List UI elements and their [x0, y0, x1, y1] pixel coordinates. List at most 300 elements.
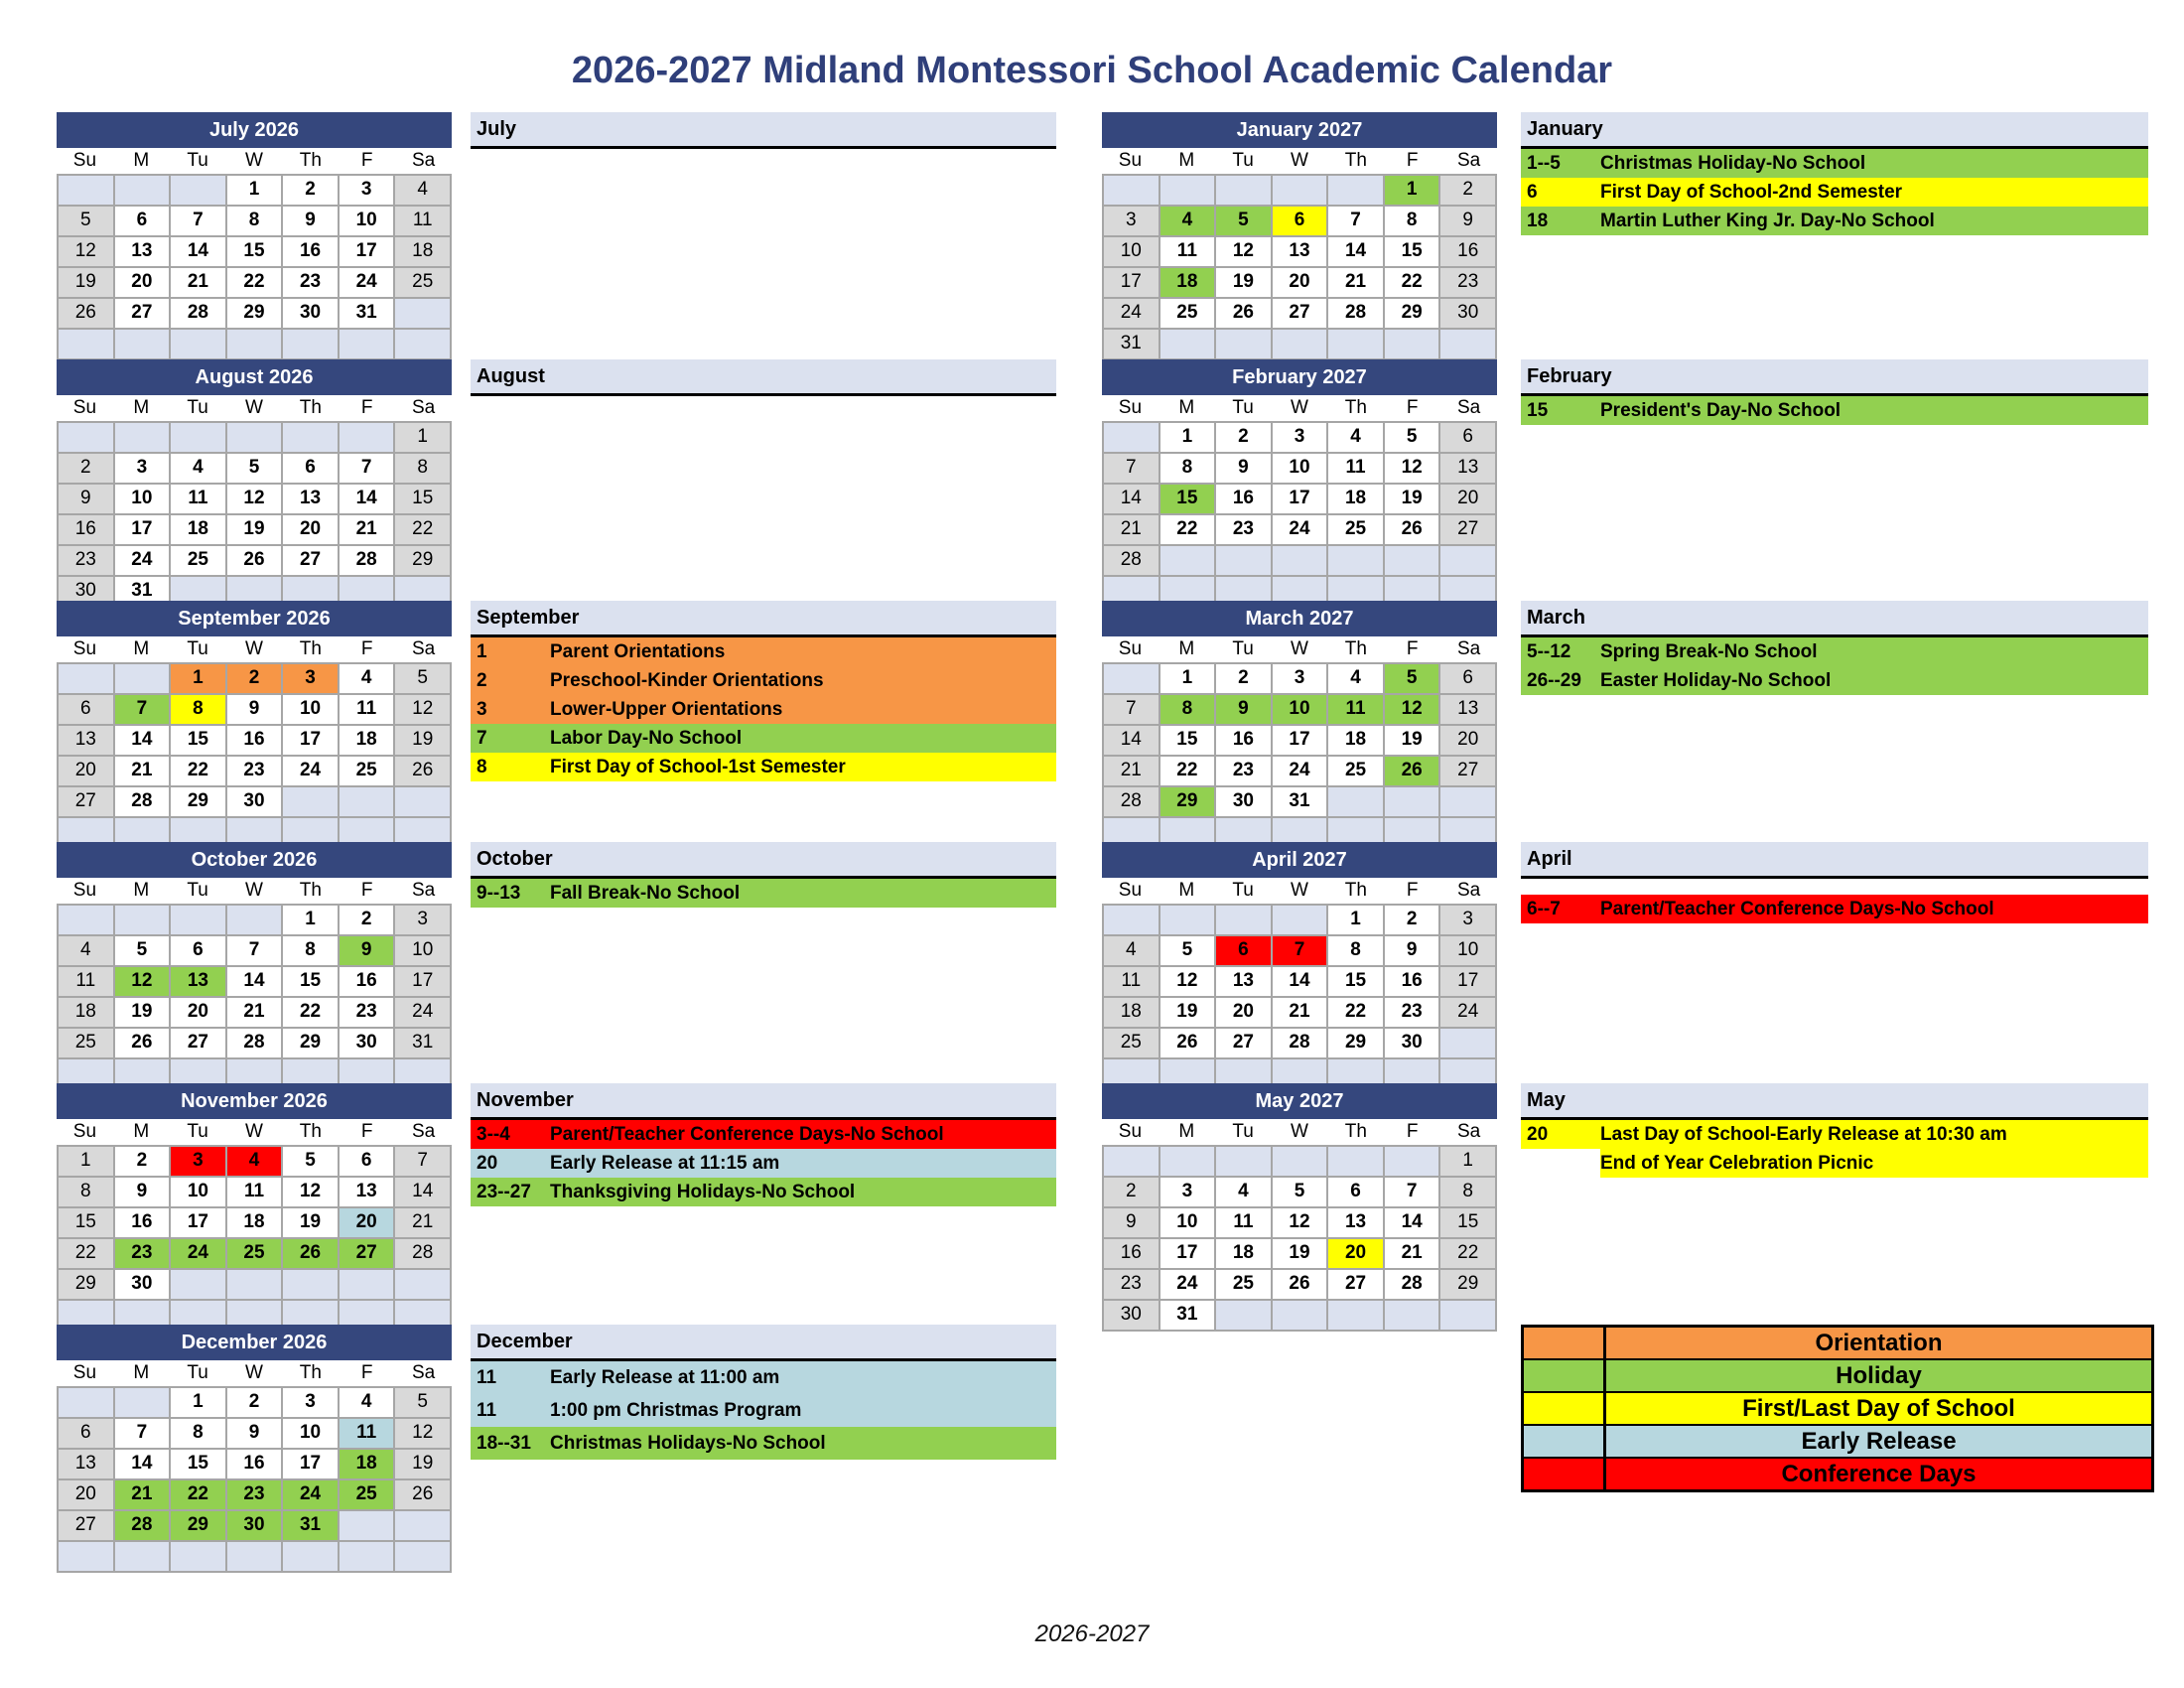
calendar-day: 2: [227, 1388, 282, 1417]
event-description: Labor Day-No School: [550, 728, 743, 749]
calendar-month-title: August 2026: [57, 359, 452, 395]
calendar-day: 16: [1440, 237, 1495, 266]
calendar-empty-cell: [59, 1542, 113, 1571]
calendar-day: 19: [115, 998, 170, 1027]
calendar-day: 7: [115, 695, 170, 724]
weekday-label: Th: [299, 397, 322, 418]
event-row: [471, 1120, 1056, 1149]
calendar-day: 16: [227, 1450, 282, 1478]
calendar-day: 16: [1216, 726, 1271, 755]
calendar-day: 2: [1216, 423, 1271, 452]
calendar-day: 25: [340, 757, 394, 785]
calendar-day: 31: [395, 1029, 450, 1057]
calendar-day: 29: [227, 299, 282, 328]
calendar-day: 26: [1385, 757, 1439, 785]
event-row: [1521, 207, 2148, 235]
calendar-empty-cell: [1273, 1301, 1327, 1330]
calendar-day-grid: [57, 1145, 452, 1332]
calendar-day: 8: [1440, 1178, 1495, 1206]
calendar-day: 14: [115, 1450, 170, 1478]
calendar-december-2026: [57, 1325, 452, 1573]
calendar-empty-cell: [1328, 1301, 1383, 1330]
calendar-september-2026: [57, 601, 452, 849]
calendar-day: 4: [171, 454, 225, 483]
calendar-day-grid: [57, 904, 452, 1090]
calendar-day: 10: [171, 1178, 225, 1206]
calendar-day: 24: [395, 998, 450, 1027]
calendar-day: 25: [1328, 757, 1383, 785]
calendar-july-2026: [57, 112, 452, 360]
calendar-month-title: January 2027: [1102, 112, 1497, 148]
weekday-header-row: [57, 878, 452, 904]
weekday-label: Th: [1344, 638, 1367, 659]
calendar-day: 27: [59, 1511, 113, 1540]
event-row: [1521, 895, 2148, 923]
calendar-day: 27: [1216, 1029, 1271, 1057]
calendar-day: 18: [227, 1208, 282, 1237]
calendar-day: 18: [59, 998, 113, 1027]
event-description: President's Day-No School: [1600, 400, 1842, 421]
events-august: [471, 359, 1056, 396]
calendar-day: 19: [1273, 1239, 1327, 1268]
calendar-day-grid: [1102, 662, 1497, 849]
calendar-day-grid: [1102, 904, 1497, 1090]
calendar-day: 9: [227, 695, 282, 724]
calendar-empty-cell: [227, 1270, 282, 1299]
calendar-empty-cell: [340, 1511, 394, 1540]
calendar-day: 29: [171, 787, 225, 816]
weekday-label: Su: [1118, 880, 1143, 901]
calendar-day: 30: [1216, 787, 1271, 816]
calendar-day: 28: [1273, 1029, 1327, 1057]
calendar-day: 11: [1160, 237, 1215, 266]
calendar-day: 8: [395, 454, 450, 483]
calendar-day: 16: [115, 1208, 170, 1237]
event-list-month-header: October: [471, 842, 1056, 879]
calendar-day: 23: [340, 998, 394, 1027]
calendar-august-2026: [57, 359, 452, 608]
calendar-day: 19: [227, 515, 282, 544]
calendar-day: 28: [1328, 299, 1383, 328]
calendar-day: 2: [227, 664, 282, 693]
calendar-empty-cell: [1273, 176, 1327, 205]
calendar-day: 30: [227, 787, 282, 816]
calendar-day: 7: [1385, 1178, 1439, 1206]
calendar-day: 15: [1328, 967, 1383, 996]
event-description: Early Release at 11:00 am: [550, 1367, 780, 1388]
calendar-day: 23: [283, 268, 338, 297]
calendar-day: 29: [171, 1511, 225, 1540]
weekday-label: Su: [72, 397, 97, 418]
weekday-label: Tu: [187, 1362, 208, 1383]
event-description: First Day of School-1st Semester: [550, 757, 846, 777]
calendar-month-title: November 2026: [57, 1083, 452, 1119]
calendar-day: 9: [1216, 695, 1271, 724]
calendar-day: 23: [227, 1480, 282, 1509]
calendar-day: 29: [1328, 1029, 1383, 1057]
weekday-label: Sa: [1456, 880, 1481, 901]
weekday-label: Sa: [411, 397, 436, 418]
calendar-day: 3: [1273, 664, 1327, 693]
calendar-day: 23: [115, 1239, 170, 1268]
calendar-month-title: October 2026: [57, 842, 452, 878]
event-description: Thanksgiving Holidays-No School: [550, 1182, 856, 1202]
calendar-day: 10: [1160, 1208, 1215, 1237]
event-date: 23--27: [477, 1182, 531, 1202]
weekday-label: Th: [299, 1362, 322, 1383]
calendar-empty-cell: [395, 1511, 450, 1540]
calendar-month-title: September 2026: [57, 601, 452, 636]
calendar-empty-cell: [1216, 906, 1271, 934]
calendar-day: 25: [1328, 515, 1383, 544]
calendar-empty-cell: [395, 1542, 450, 1571]
calendar-empty-cell: [340, 787, 394, 816]
calendar-day: 14: [171, 237, 225, 266]
event-row: [471, 695, 1056, 724]
calendar-day: 13: [1328, 1208, 1383, 1237]
calendar-day-grid: [57, 421, 452, 608]
event-row: [471, 637, 1056, 666]
event-date: 6: [1527, 182, 1538, 203]
calendar-day: 17: [1160, 1239, 1215, 1268]
weekday-label: F: [360, 1121, 373, 1142]
calendar-day: 7: [1328, 207, 1383, 235]
weekday-label: W: [1291, 397, 1308, 418]
calendar-day: 18: [340, 1450, 394, 1478]
calendar-empty-cell: [1160, 906, 1215, 934]
calendar-empty-cell: [340, 423, 394, 452]
calendar-day: 31: [1160, 1301, 1215, 1330]
event-description: Parent Orientations: [550, 641, 726, 662]
events-march: [1521, 601, 2148, 695]
calendar-day: 22: [1328, 998, 1383, 1027]
calendar-day: 23: [1440, 268, 1495, 297]
calendar-day: 21: [1328, 268, 1383, 297]
calendar-day: 31: [340, 299, 394, 328]
calendar-empty-cell: [1104, 664, 1159, 693]
calendar-empty-cell: [340, 1542, 394, 1571]
calendar-day: 26: [1385, 515, 1439, 544]
calendar-day: 4: [1328, 423, 1383, 452]
legend-row: [1524, 1393, 2151, 1426]
calendar-empty-cell: [1328, 330, 1383, 358]
calendar-empty-cell: [59, 906, 113, 934]
calendar-day: 6: [1440, 423, 1495, 452]
calendar-day: 18: [1104, 998, 1159, 1027]
calendar-day: 3: [1104, 207, 1159, 235]
calendar-day: 13: [283, 485, 338, 513]
calendar-empty-cell: [1216, 1301, 1271, 1330]
calendar-day: 13: [171, 967, 225, 996]
event-row: [471, 1394, 1056, 1427]
weekday-label: Th: [1344, 397, 1367, 418]
event-row: [1521, 666, 2148, 695]
calendar-day: 17: [283, 1450, 338, 1478]
calendar-day: 22: [395, 515, 450, 544]
calendar-day: 17: [1273, 726, 1327, 755]
calendar-empty-cell: [1385, 787, 1439, 816]
calendar-day: 18: [1328, 485, 1383, 513]
calendar-day: 11: [227, 1178, 282, 1206]
calendar-empty-cell: [340, 330, 394, 358]
calendar-day: 11: [1328, 454, 1383, 483]
calendar-day: 6: [340, 1147, 394, 1176]
event-date: 11: [477, 1367, 497, 1388]
calendar-day: 6: [115, 207, 170, 235]
calendar-empty-cell: [1273, 906, 1327, 934]
calendar-day: 7: [1273, 936, 1327, 965]
calendar-day: 4: [59, 936, 113, 965]
calendar-day: 20: [1273, 268, 1327, 297]
event-list-month-header: August: [471, 359, 1056, 396]
page-title: 2026-2027 Midland Montessori School Academic Calendar: [571, 50, 1613, 91]
event-row: [471, 1427, 1056, 1460]
calendar-empty-cell: [283, 423, 338, 452]
calendar-day: 28: [115, 1511, 170, 1540]
calendar-day: 21: [1273, 998, 1327, 1027]
calendar-day: 13: [59, 726, 113, 755]
calendar-empty-cell: [395, 299, 450, 328]
calendar-month-title: February 2027: [1102, 359, 1497, 395]
calendar-day: 17: [283, 726, 338, 755]
calendar-empty-cell: [59, 330, 113, 358]
calendar-day: 6: [59, 1419, 113, 1448]
calendar-day: 23: [227, 757, 282, 785]
events-september: [471, 601, 1056, 781]
calendar-day: 29: [59, 1270, 113, 1299]
calendar-day: 22: [59, 1239, 113, 1268]
calendar-day: 8: [171, 1419, 225, 1448]
calendar-day: 28: [395, 1239, 450, 1268]
weekday-label: W: [1291, 150, 1308, 171]
calendar-day: 11: [340, 1419, 394, 1448]
calendar-day: 26: [1216, 299, 1271, 328]
calendar-day: 29: [1160, 787, 1215, 816]
weekday-label: Th: [299, 150, 322, 171]
calendar-empty-cell: [227, 423, 282, 452]
calendar-day: 17: [115, 515, 170, 544]
event-list-month-header: September: [471, 601, 1056, 637]
calendar-day: 24: [1440, 998, 1495, 1027]
calendar-day-grid: [57, 1386, 452, 1573]
calendar-day: 12: [283, 1178, 338, 1206]
calendar-day: 15: [1160, 726, 1215, 755]
calendar-empty-cell: [1385, 546, 1439, 575]
calendar-day: 8: [1160, 695, 1215, 724]
weekday-label: Tu: [1232, 880, 1254, 901]
calendar-day: 20: [1440, 485, 1495, 513]
calendar-day: 9: [1216, 454, 1271, 483]
calendar-day: 9: [283, 207, 338, 235]
weekday-label: Th: [1344, 880, 1367, 901]
calendar-day: 15: [171, 1450, 225, 1478]
event-list-month-header: November: [471, 1083, 1056, 1120]
calendar-day: 5: [1160, 936, 1215, 965]
legend-label: Orientation: [1606, 1328, 2151, 1358]
calendar-day: 24: [283, 757, 338, 785]
event-date: 15: [1527, 400, 1549, 421]
calendar-day: 4: [1328, 664, 1383, 693]
calendar-day: 28: [1385, 1270, 1439, 1299]
legend-row: [1524, 1360, 2151, 1393]
calendar-empty-cell: [1160, 1147, 1215, 1176]
calendar-day: 3: [171, 1147, 225, 1176]
calendar-day: 17: [1104, 268, 1159, 297]
weekday-label: M: [133, 638, 150, 659]
event-date: 6--7: [1527, 899, 1561, 919]
calendar-day: 2: [59, 454, 113, 483]
calendar-day: 12: [1160, 967, 1215, 996]
calendar-empty-cell: [115, 1388, 170, 1417]
calendar-day: 26: [59, 299, 113, 328]
event-list-month-header: January: [1521, 112, 2148, 149]
events-may: [1521, 1083, 2148, 1178]
calendar-day: 28: [227, 1029, 282, 1057]
calendar-day: 10: [395, 936, 450, 965]
weekday-label: Sa: [411, 880, 436, 901]
calendar-day: 10: [115, 485, 170, 513]
calendar-empty-cell: [1440, 546, 1495, 575]
calendar-empty-cell: [1385, 1147, 1439, 1176]
weekday-label: F: [360, 397, 373, 418]
calendar-october-2026: [57, 842, 452, 1090]
event-date: 20: [477, 1153, 498, 1174]
calendar-day: 18: [171, 515, 225, 544]
calendar-day: 4: [340, 1388, 394, 1417]
legend: [1521, 1325, 2154, 1492]
calendar-empty-cell: [1104, 423, 1159, 452]
events-december: [471, 1325, 1056, 1460]
calendar-day: 19: [395, 726, 450, 755]
calendar-day: 10: [1273, 695, 1327, 724]
calendar-day: 24: [1273, 757, 1327, 785]
weekday-label: Tu: [187, 880, 208, 901]
calendar-day: 1: [1440, 1147, 1495, 1176]
calendar-day: 15: [1385, 237, 1439, 266]
calendar-day: 3: [1440, 906, 1495, 934]
calendar-day: 5: [395, 664, 450, 693]
calendar-day: 23: [59, 546, 113, 575]
calendar-day: 14: [1104, 485, 1159, 513]
calendar-day: 7: [115, 1419, 170, 1448]
calendar-empty-cell: [59, 1388, 113, 1417]
calendar-day: 31: [115, 577, 170, 606]
calendar-day: 3: [395, 906, 450, 934]
calendar-day: 1: [1160, 664, 1215, 693]
calendar-day: 21: [227, 998, 282, 1027]
calendar-day: 17: [171, 1208, 225, 1237]
calendar-day: 20: [283, 515, 338, 544]
weekday-label: M: [1178, 1121, 1195, 1142]
weekday-label: F: [360, 880, 373, 901]
calendar-empty-cell: [115, 176, 170, 205]
weekday-label: Tu: [1232, 397, 1254, 418]
weekday-label: Tu: [1232, 638, 1254, 659]
calendar-day: 11: [340, 695, 394, 724]
calendar-day: 26: [395, 1480, 450, 1509]
weekday-header-row: [57, 636, 452, 662]
calendar-day: 29: [1385, 299, 1439, 328]
weekday-label: Su: [72, 150, 97, 171]
calendar-day: 2: [340, 906, 394, 934]
calendar-empty-cell: [171, 330, 225, 358]
calendar-day: 1: [1328, 906, 1383, 934]
calendar-day: 10: [1440, 936, 1495, 965]
calendar-day: 27: [1440, 515, 1495, 544]
weekday-label: Su: [72, 1121, 97, 1142]
weekday-label: Th: [1344, 1121, 1367, 1142]
calendar-day: 22: [171, 1480, 225, 1509]
calendar-day: 4: [1160, 207, 1215, 235]
event-description: Martin Luther King Jr. Day-No School: [1600, 211, 1935, 231]
weekday-label: Sa: [411, 638, 436, 659]
calendar-april-2027: [1102, 842, 1497, 1090]
calendar-empty-cell: [1328, 787, 1383, 816]
weekday-label: Sa: [1456, 638, 1481, 659]
calendar-month-title: May 2027: [1102, 1083, 1497, 1119]
calendar-day: 18: [395, 237, 450, 266]
calendar-day: 10: [1104, 237, 1159, 266]
weekday-header-row: [1102, 148, 1497, 174]
legend-label: Conference Days: [1606, 1459, 2151, 1489]
calendar-day: 5: [115, 936, 170, 965]
weekday-label: M: [133, 880, 150, 901]
event-date: 5--12: [1527, 641, 1571, 662]
calendar-february-2027: [1102, 359, 1497, 608]
calendar-month-title: April 2027: [1102, 842, 1497, 878]
calendar-day: 19: [395, 1450, 450, 1478]
event-date: 9--13: [477, 883, 521, 904]
calendar-day: 25: [340, 1480, 394, 1509]
legend-label: Holiday: [1606, 1360, 2151, 1391]
calendar-day: 30: [227, 1511, 282, 1540]
calendar-day: 3: [340, 176, 394, 205]
weekday-label: Sa: [411, 1362, 436, 1383]
weekday-label: Su: [72, 638, 97, 659]
calendar-day: 14: [1385, 1208, 1439, 1237]
calendar-day: 24: [340, 268, 394, 297]
calendar-day: 25: [1216, 1270, 1271, 1299]
weekday-label: F: [360, 150, 373, 171]
event-date: 1--5: [1527, 153, 1561, 174]
calendar-day: 24: [171, 1239, 225, 1268]
weekday-label: M: [133, 150, 150, 171]
calendar-day: 1: [227, 176, 282, 205]
calendar-day: 17: [395, 967, 450, 996]
calendar-day: 21: [1104, 757, 1159, 785]
calendar-day: 21: [340, 515, 394, 544]
calendar-day: 15: [1160, 485, 1215, 513]
calendar-day: 25: [1160, 299, 1215, 328]
weekday-label: Sa: [1456, 397, 1481, 418]
calendar-day: 11: [1104, 967, 1159, 996]
calendar-day: 23: [1104, 1270, 1159, 1299]
calendar-empty-cell: [1273, 1147, 1327, 1176]
calendar-day: 21: [1104, 515, 1159, 544]
calendar-day: 22: [283, 998, 338, 1027]
weekday-label: Th: [299, 638, 322, 659]
legend-swatch: [1524, 1459, 1606, 1489]
calendar-day: 7: [395, 1147, 450, 1176]
weekday-label: Th: [299, 880, 322, 901]
weekday-label: Tu: [1232, 150, 1254, 171]
weekday-header-row: [1102, 395, 1497, 421]
calendar-empty-cell: [1328, 546, 1383, 575]
calendar-empty-cell: [115, 664, 170, 693]
calendar-day: 15: [1440, 1208, 1495, 1237]
calendar-day: 19: [59, 268, 113, 297]
calendar-empty-cell: [395, 330, 450, 358]
